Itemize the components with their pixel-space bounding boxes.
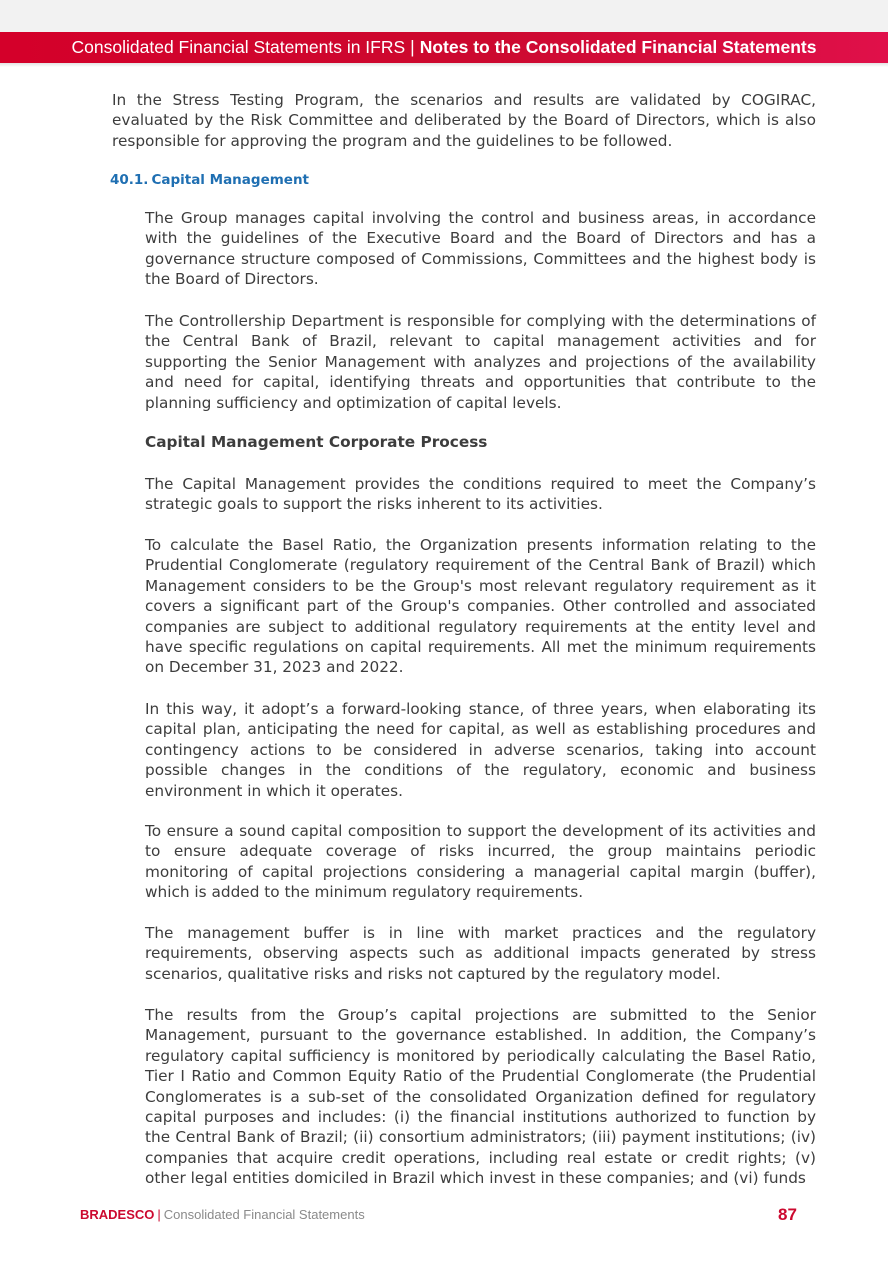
section-number: 40.1. (110, 172, 149, 188)
section-title: Capital Management (151, 172, 310, 188)
header-separator: | (410, 37, 415, 57)
footer-brand: BRADESCO (80, 1207, 155, 1222)
subheading: Capital Management Corporate Process (145, 433, 488, 451)
header-document-title: Consolidated Financial Statements in IFRS (71, 37, 406, 57)
page-footer (80, 1207, 365, 1222)
paragraph-forward-looking: In this way, it adopt’s a forward-looking stance, of three years, when elaborating its capital plan, anticipating the need for capital, as well as establishing procedures and contingency actions to be considered in adverse scenarios, taking into account possible changes in the conditions of the regulatory, economic and business environment in which it operates. (145, 700, 816, 800)
paragraph-governance: The Group manages capital involving the control and business areas, in accordance with the guidelines of the Executive Board and the Board of Directors and has a governance structure composed of Commissions, Committees and the highest body is the Board of Directors. (145, 209, 816, 289)
top-margin (0, 0, 888, 32)
paragraph-strategic-goals: The Capital Management provides the conditions required to meet the Company’s strategic goals to support the risks inherent to its activities. (145, 475, 816, 514)
paragraph-controllership: The Controllership Department is responsible for complying with the determinations of the Central Bank of Brazil, relevant to capital management activities and for supporting the Senior Management with analyzes and projections of the availability and need for capital, identifying threats and opportunities that contribute to the planning sufficiency and optimization of capital levels. (145, 312, 816, 412)
page-header (0, 32, 888, 63)
paragraph-capital-projections: The results from the Group’s capital projections are submitted to the Senior Management, pursuant to the governance established. In addition, the Company’s regulatory capital sufficiency is monitored by periodically calculating the Basel Ratio, Tier I Ratio and Common Equity Ratio of the Prudential Conglomerate (the Prudential Conglomerates is a sub-set of the consolidated Organization defined for regulatory capital purposes and includes: (i) the financial institutions authorized to function by the Central Bank of Brazil; (ii) consortium administrators; (iii) payment institutions; (iv) companies that acquire credit operations, including real estate or credit rights; (v) other legal entities domiciled in Brazil which invest in these companies; and (vi) funds (145, 1006, 816, 1188)
paragraph-capital-composition: To ensure a sound capital composition to support the development of its activities and to ensure adequate coverage of risks incurred, the group maintains periodic monitoring of capital projections considering a managerial capital margin (buffer), which is added to the minimum regulatory requirements. (145, 822, 816, 902)
header-shadow (0, 63, 888, 67)
intro-paragraph: In the Stress Testing Program, the scenarios and results are validated by COGIRAC, evaluated by the Risk Committee and deliberated by the Board of Directors, which is also responsible for approving the program and the guidelines to be followed. (112, 91, 816, 150)
footer-title: Consolidated Financial Statements (163, 1207, 365, 1222)
section-heading (110, 172, 309, 188)
paragraph-management-buffer: The management buffer is in line with market practices and the regulatory requirements, observing aspects such as additional impacts generated by stress scenarios, qualitative risks and risks not captured by the regulatory model. (145, 924, 816, 983)
header-section-title: Notes to the Consolidated Financial Statements (419, 37, 817, 57)
paragraph-basel-ratio: To calculate the Basel Ratio, the Organization presents information relating to the Prudential Conglomerate (regulatory requirement of the Central Bank of Brazil) which Management considers to be the Group's most relevant regulatory requirement as it covers a significant part of the Group's companies. Other controlled and associated companies are subject to additional regulatory requirements at the entity level and have specific regulations on capital requirements. All met the minimum requirements on December 31, 2023 and 2022. (145, 536, 816, 677)
page-number: 87 (778, 1205, 797, 1224)
footer-separator: | (157, 1207, 161, 1222)
